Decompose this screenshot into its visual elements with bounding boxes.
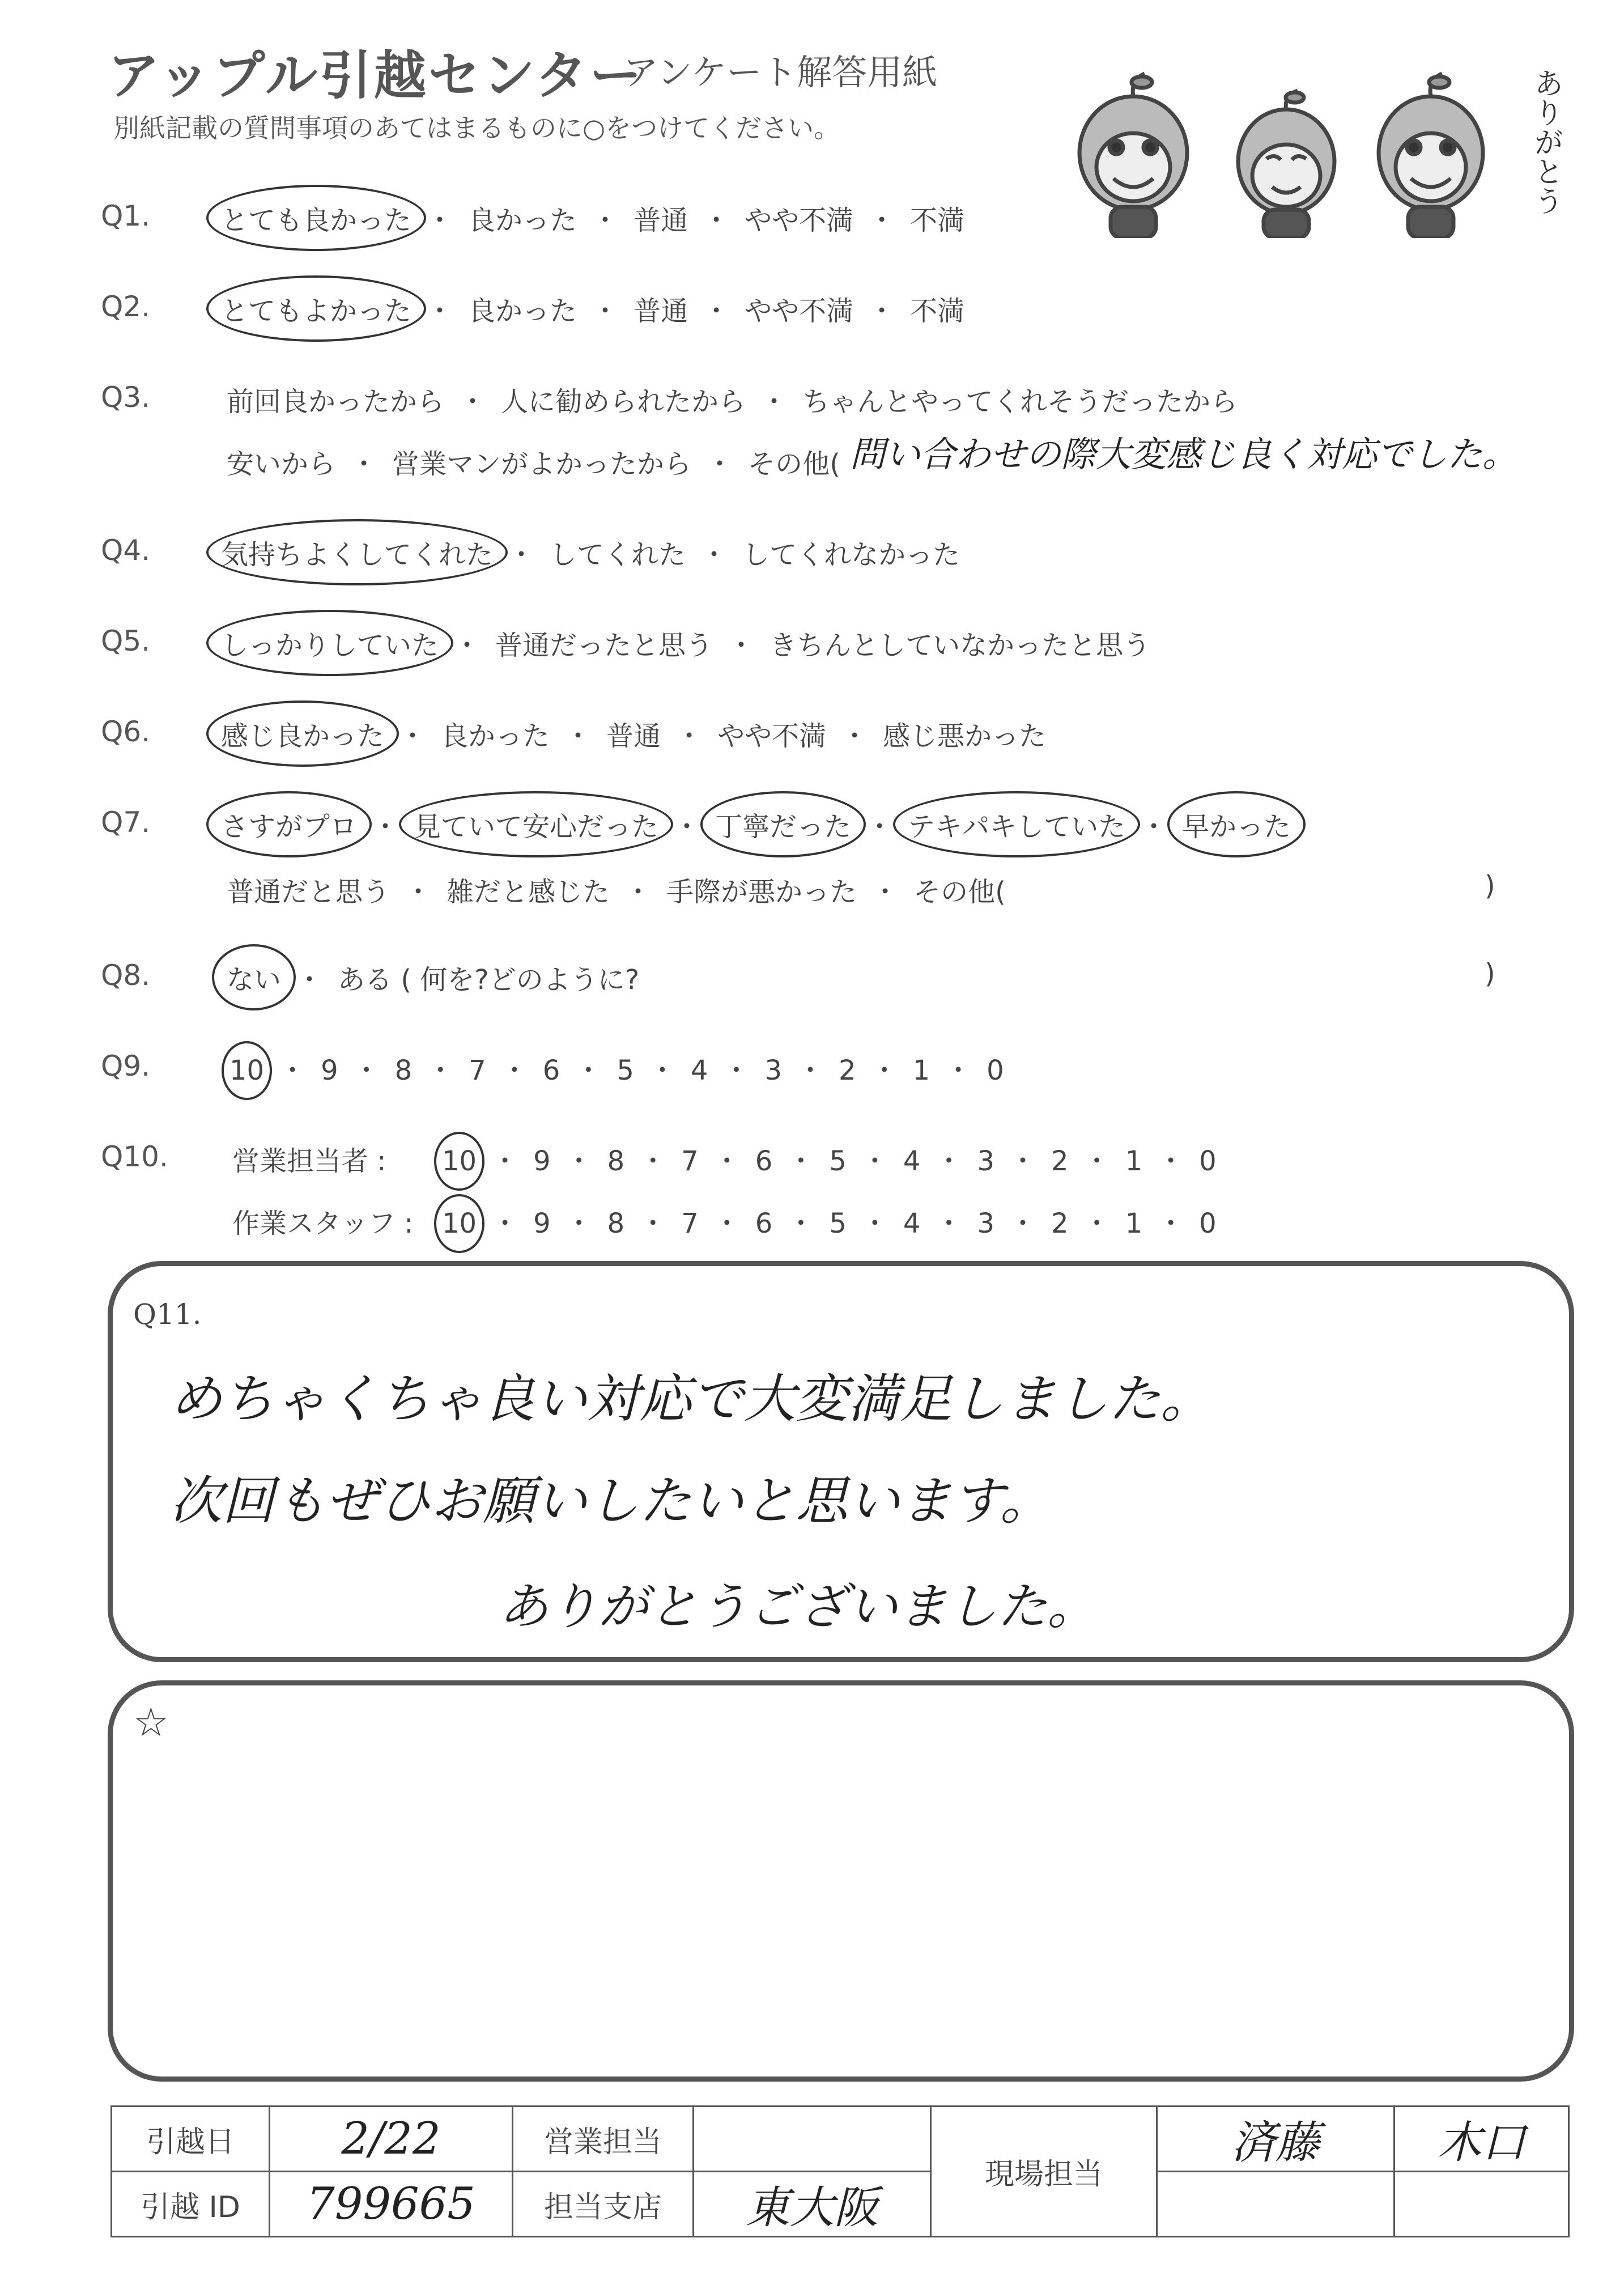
q9-score-3[interactable]: 3 xyxy=(764,1055,783,1086)
branch-label: 担当支店 xyxy=(513,2172,694,2237)
q5-option-2[interactable]: 普通だったと思う xyxy=(495,630,713,661)
q6-option-4[interactable]: やや不満 xyxy=(717,720,827,752)
q11-comment-line-3: ありがとうございました。 xyxy=(499,1577,1098,1636)
site-staff-empty-1 xyxy=(1157,2172,1395,2237)
q10-sales-score-0[interactable]: 0 xyxy=(1199,1145,1217,1177)
form-title: アップル引越センター xyxy=(108,45,644,106)
q9-score-0[interactable]: 0 xyxy=(987,1055,1004,1086)
q4-option-3[interactable]: してくれなかった xyxy=(742,539,960,571)
q5-option-3[interactable]: きちんとしていなかったと思う xyxy=(770,630,1151,661)
q7-option-3[interactable]: 丁寧だった xyxy=(715,805,851,844)
q4-options: 気持ちよくしてくれた ・ してくれた ・ してくれなかった xyxy=(221,533,960,572)
q3-label: Q3. xyxy=(101,381,151,414)
q6-option-5[interactable]: 感じ悪かった xyxy=(883,720,1047,752)
q10-staff-score-8[interactable]: 8 xyxy=(607,1208,625,1239)
sales-rep-value xyxy=(694,2107,931,2172)
q10-staff-score-7[interactable]: 7 xyxy=(681,1208,699,1239)
q9-score-8[interactable]: 8 xyxy=(394,1055,413,1086)
monkey-mascot-illustration xyxy=(1043,51,1541,238)
q7-close-paren: ) xyxy=(1485,870,1495,902)
q2-option-3[interactable]: 普通 xyxy=(634,295,688,327)
q7-option-1[interactable]: さすがプロ xyxy=(221,805,357,844)
q7-option-4[interactable]: テキパキしていた xyxy=(908,805,1125,844)
q10-staff-label: 作業スタッフ : xyxy=(232,1208,414,1239)
q7-line-2: 普通だと思う ・ 雑だと感じた ・ 手際が悪かった ・ その他( xyxy=(227,870,1006,909)
q3-option-3[interactable]: ちゃんとやってくれそうだったから xyxy=(802,386,1238,418)
site-staff-2: 木口 xyxy=(1395,2107,1569,2172)
star-icon: ☆ xyxy=(133,1699,169,1746)
q7-line-1: さすがプロ ・ 見ていて安心だった ・ 丁寧だった ・ テキパキしていた ・ 早かった xyxy=(221,805,1291,844)
q2-option-4[interactable]: やや不満 xyxy=(745,295,854,327)
mascot-thanks-text: ありがとう xyxy=(1529,68,1563,215)
q7-label: Q7. xyxy=(101,806,151,839)
branch-value: 東大阪 xyxy=(694,2172,931,2237)
move-date-label: 引越日 xyxy=(112,2107,270,2172)
q9-scale: 10 ・ 9 ・ 8 ・ 7 ・ 6 ・ 5 ・ 4 ・ 3 ・ 2 ・ 1 ・ 0 xyxy=(229,1048,1004,1088)
site-staff-1: 済藤 xyxy=(1157,2107,1395,2172)
q10-staff-score-4[interactable]: 4 xyxy=(903,1208,921,1239)
staff-notes-box[interactable] xyxy=(108,1680,1574,2082)
q7-option-6[interactable]: 普通だと思う xyxy=(227,876,390,908)
q1-options: とても良かった ・ 良かった ・ 普通 ・ やや不満 ・ 不満 xyxy=(221,198,964,237)
q11-label: Q11. xyxy=(133,1298,202,1331)
q4-option-1[interactable]: 気持ちよくしてくれた xyxy=(221,533,493,572)
q10-sales-score-3[interactable]: 3 xyxy=(977,1145,995,1177)
q8-option-1[interactable]: ない xyxy=(227,958,281,997)
q6-option-2[interactable]: 良かった xyxy=(441,720,550,752)
q6-options: 感じ良かった ・ 良かった ・ 普通 ・ やや不満 ・ 感じ悪かった xyxy=(221,714,1046,753)
q9-score-5[interactable]: 5 xyxy=(617,1055,634,1086)
q6-option-3[interactable]: 普通 xyxy=(606,720,661,752)
q2-option-2[interactable]: 良かった xyxy=(468,295,577,327)
form-subtitle: アンケート解答用紙 xyxy=(623,52,938,93)
q8-options: ない ・ ある ( 何を?どのように? xyxy=(227,958,639,997)
q9-score-4[interactable]: 4 xyxy=(690,1055,708,1086)
q6-label: Q6. xyxy=(101,715,151,748)
instruction-text: 別紙記載の質問事項のあてはまるものに○をつけてください。 xyxy=(113,113,840,143)
move-id-label: 引越 ID xyxy=(112,2172,270,2237)
q2-option-1[interactable]: とてもよかった xyxy=(221,289,411,328)
q7-option-7[interactable]: 雑だと感じた xyxy=(447,876,610,908)
sales-rep-label: 営業担当 xyxy=(513,2107,694,2172)
q5-label: Q5. xyxy=(101,625,151,657)
q1-option-2[interactable]: 良かった xyxy=(468,205,577,236)
q10-staff-row: 作業スタッフ : 10 ・ 9 ・ 8 ・ 7 ・ 6 ・ 5 ・ 4 ・ 3 ・ 2 ・ 1 ・ 0 xyxy=(232,1201,1217,1241)
q3-option-4[interactable]: 安いから xyxy=(227,448,336,480)
q10-sales-score-7[interactable]: 7 xyxy=(681,1145,699,1177)
q3-option-5[interactable]: 営業マンがよかったから xyxy=(392,448,692,480)
q7-option-8[interactable]: 手際が悪かった xyxy=(666,876,857,908)
q9-score-7[interactable]: 7 xyxy=(469,1055,486,1086)
q9-score-9[interactable]: 9 xyxy=(321,1055,338,1086)
q5-option-1[interactable]: しっかりしていた xyxy=(221,623,439,663)
q9-score-2[interactable]: 2 xyxy=(839,1055,856,1086)
q8-close-paren: ) xyxy=(1485,958,1495,990)
q10-staff-score-0[interactable]: 0 xyxy=(1199,1208,1217,1239)
q9-label: Q9. xyxy=(101,1050,151,1082)
q2-options: とてもよかった ・ 良かった ・ 普通 ・ やや不満 ・ 不満 xyxy=(221,289,964,328)
q3-option-2[interactable]: 人に勧められたから xyxy=(501,386,746,418)
move-date-value: 2/22 xyxy=(270,2107,513,2172)
q10-staff-score-6[interactable]: 6 xyxy=(755,1208,773,1239)
q10-sales-row: 営業担当者 : 10 ・ 9 ・ 8 ・ 7 ・ 6 ・ 5 ・ 4 ・ 3 ・ 2 ・ 1 ・ 0 xyxy=(232,1139,1217,1178)
q1-label: Q1. xyxy=(101,199,151,232)
q5-options: しっかりしていた ・ 普通だったと思う ・ きちんとしていなかったと思う xyxy=(221,623,1150,663)
q11-comment-line-2: 次回もぜひお願いしたいと思います。 xyxy=(170,1471,1052,1531)
q8-option-2[interactable]: ある ( 何を?どのように? xyxy=(338,964,640,996)
site-staff-label: 現場担当 xyxy=(931,2107,1157,2237)
q9-score-6[interactable]: 6 xyxy=(542,1055,560,1086)
q10-sales-score-5[interactable]: 5 xyxy=(829,1145,847,1177)
q1-option-1[interactable]: とても良かった xyxy=(221,198,411,237)
q10-sales-score-4[interactable]: 4 xyxy=(903,1145,921,1177)
q4-option-2[interactable]: してくれた xyxy=(550,539,686,571)
q10-staff-score-5[interactable]: 5 xyxy=(829,1208,847,1239)
q1-option-3[interactable]: 普通 xyxy=(634,205,688,236)
q1-option-5[interactable]: 不満 xyxy=(910,205,965,236)
q7-option-other[interactable]: その他( xyxy=(913,876,1006,908)
q2-option-5[interactable]: 不満 xyxy=(910,295,965,327)
q9-score-10[interactable]: 10 xyxy=(229,1055,264,1086)
q10-staff-score-1[interactable]: 1 xyxy=(1125,1208,1143,1239)
q3-handwritten-answer: 問い合わせの際大変感じ良く対応でした。 xyxy=(850,434,1518,475)
q10-label: Q10. xyxy=(101,1140,168,1173)
q3-line-1: 前回良かったから ・ 人に勧められたから ・ ちゃんとやってくれそうだったから xyxy=(227,380,1238,419)
q8-label: Q8. xyxy=(101,959,151,992)
q10-staff-score-3[interactable]: 3 xyxy=(977,1208,995,1239)
q10-sales-score-6[interactable]: 6 xyxy=(755,1145,773,1177)
site-staff-empty-2 xyxy=(1395,2172,1569,2237)
q3-option-other[interactable]: その他( xyxy=(748,448,840,480)
q7-option-5[interactable]: 早かった xyxy=(1182,805,1291,844)
q10-sales-score-8[interactable]: 8 xyxy=(607,1145,625,1177)
q6-option-1[interactable]: 感じ良かった xyxy=(221,714,384,753)
q2-label: Q2. xyxy=(101,290,151,323)
q10-sales-score-10[interactable]: 10 xyxy=(442,1145,477,1177)
q10-sales-score-9[interactable]: 9 xyxy=(533,1145,551,1177)
q10-sales-label: 営業担当者 : xyxy=(232,1145,386,1177)
q11-comment-line-1: めちゃくちゃ良い対応で大変満足しました。 xyxy=(170,1369,1213,1429)
q10-staff-score-2[interactable]: 2 xyxy=(1051,1208,1069,1239)
q10-sales-score-2[interactable]: 2 xyxy=(1051,1145,1069,1177)
q10-staff-score-9[interactable]: 9 xyxy=(533,1208,551,1239)
move-id-value: 799665 xyxy=(270,2172,513,2237)
q7-option-2[interactable]: 見ていて安心だった xyxy=(414,805,658,844)
move-info-table xyxy=(110,2105,1570,2237)
q3-option-1[interactable]: 前回良かったから xyxy=(227,386,445,418)
q1-option-4[interactable]: やや不満 xyxy=(745,205,854,236)
q10-sales-score-1[interactable]: 1 xyxy=(1125,1145,1143,1177)
q4-label: Q4. xyxy=(101,534,151,567)
q3-line-2: 安いから ・ 営業マンがよかったから ・ その他( xyxy=(227,442,840,481)
q9-score-1[interactable]: 1 xyxy=(912,1055,930,1086)
q10-staff-score-10[interactable]: 10 xyxy=(442,1208,477,1239)
